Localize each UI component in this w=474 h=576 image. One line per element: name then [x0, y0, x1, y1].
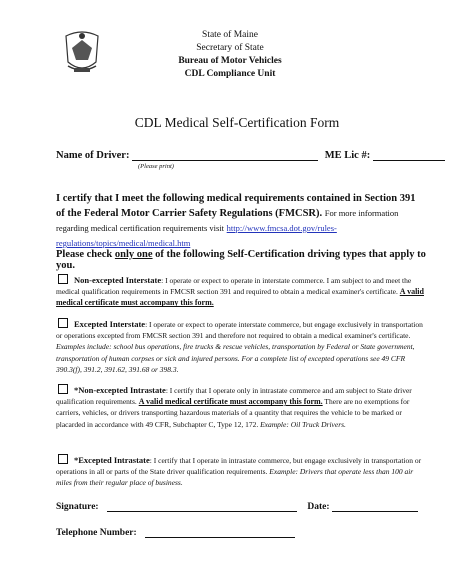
fmcsa-link[interactable]: http://www.fmcsa.dot.gov/rules-regulations/topics/medical/medical.htm — [56, 223, 337, 248]
option-head: Excepted Interstate — [74, 319, 146, 329]
option-non-excepted-intrastate — [56, 384, 424, 430]
telephone-field[interactable] — [145, 537, 295, 538]
date-label: Date: — [307, 502, 330, 512]
header-unit: CDL Compliance Unit — [184, 69, 276, 79]
checkbox-non-excepted-intrastate[interactable] — [58, 384, 68, 394]
option-head: *Excepted Intrastate — [74, 455, 150, 465]
checkbox-excepted-intrastate[interactable] — [58, 454, 68, 464]
driver-name-label: Name of Driver: — [56, 150, 130, 161]
option-text: : I certify that I operate in intrastate commerce, but engage exclusively in transportation or operations in all or parts of the State driver qualification requirements. — [56, 456, 422, 477]
header-state: State of Maine — [202, 30, 258, 40]
option-head: *Non-excepted Intrastate — [74, 385, 166, 395]
check-post: of the following Self-Certification driving types that apply to you. — [56, 249, 426, 271]
driver-name-field[interactable] — [132, 160, 318, 161]
option-excepted-intrastate — [56, 454, 424, 489]
signature-row — [56, 502, 418, 512]
option-head: Non-excepted Interstate — [74, 275, 162, 285]
option-examples: Example: Drivers that operate less than 100 air miles from their regular place of business. — [56, 467, 414, 488]
form-title: CDL Medical Self-Certification Form — [134, 115, 340, 130]
option-text-2: There are no exemptions for carriers, vehicles, or drivers transporting hazardous materials of a quantity that requires the vehicle to be marked or placarded in accordance with 49 CFR, Subchapter C, Type 12, 172. — [56, 397, 410, 429]
lic-label: ME Lic #: — [324, 150, 371, 161]
option-underline: A valid medical certificate must accompany this form. — [56, 287, 424, 308]
option-text: : I operate or expect to operate interstate commerce, but engage exclusively in transportation or operations excepted from FMCSR section 391 and therefore not required to obtain a medical examiner's certificate. — [56, 320, 423, 341]
print-hint: (Please print) — [138, 163, 174, 170]
check-emphasis: only one — [114, 249, 153, 260]
driver-row — [56, 150, 445, 161]
check-pre: Please check — [56, 249, 115, 260]
cert-info: For more information regarding medical certification requirements visit — [56, 208, 399, 233]
option-text: : I operate or expect to operate in interstate commerce. I am subject to and meet the medical qualification requirements in FMCSR section 391 and required to obtain a medical examiner's certificate. — [56, 276, 412, 297]
date-field[interactable] — [332, 511, 418, 512]
signature-label: Signature: — [56, 502, 99, 512]
header-block — [170, 29, 290, 81]
checkbox-excepted-interstate[interactable] — [58, 318, 68, 328]
option-text: : I certify that I operate only in intrastate commerce and am subject to State driver qualification requirements. — [56, 386, 412, 407]
check-instruction — [56, 249, 436, 271]
lic-field[interactable] — [373, 160, 445, 161]
signature-field[interactable] — [107, 511, 297, 512]
option-non-excepted-interstate — [56, 274, 424, 309]
option-excepted-interstate — [56, 318, 424, 375]
option-underline: A valid medical certificate must accompany this form. — [138, 397, 323, 407]
option-examples: Example: Oil Truck Drivers. — [260, 419, 346, 429]
checkbox-non-excepted-interstate[interactable] — [58, 274, 68, 284]
header-bureau: Bureau of Motor Vehicles — [178, 56, 282, 66]
cert-statement: I certify that I meet the following medical requirements contained in Section 391 of the Federal Motor Carrier Safety Regulations (FMCSR). — [56, 193, 416, 219]
certification-paragraph — [56, 191, 426, 251]
telephone-row — [56, 528, 295, 538]
state-seal-logo — [62, 28, 102, 76]
option-examples: Examples include: school bus operations, fire trucks & rescue vehicles, transportation by Federal or State government, transportation of human corpses or sick and injured persons. For a complete list of excepted operations see 49 CFR 390.3(f), 391.2, 391.62, 391.68 or 398.3. — [56, 342, 415, 374]
telephone-label: Telephone Number: — [56, 528, 137, 538]
header-secretary: Secretary of State — [196, 43, 264, 53]
